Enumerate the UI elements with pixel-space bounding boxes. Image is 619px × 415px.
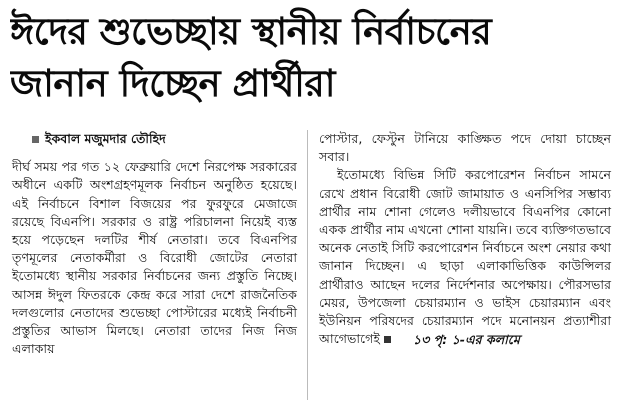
headline-line-1: ঈদের শুভেচ্ছায় স্থানীয় নির্বাচনের bbox=[10, 10, 492, 53]
article-paragraph-text: ইতোমধ্যে বিভিন্ন সিটি করপোরেশন নির্বাচন সামনে রেখে প্রধান বিরোধী জোট জামায়াত ও এনসিপির সম্ভাব্য প্রার্থীর নাম শোনা গেলেও দলীয়ভাবে বিএনপির কোনো একক প্রার্থীর নাম এখনো শোনা যায়নি। তবে ব্যক্তিগতভাবে অনেক নেতাই সিটি করপোরেশন নির্বাচনে অংশ নেয়ার কথা জানান দিচ্ছেন। এ ছাড়া এলাকাভিত্তিক কাউন্সিলর প্রার্থীরাও আছেন দলের নির্দেশনার অপেক্ষায়। পৌরসভার মেয়র, উপজেলা চেয়ারম্যান ও ভাইস চেয়ারম্যান এবং ইউনিয়ন পরিষদের চেয়ারম্যান পদে মনোনয়ন প্রত্যাশীরা আগেভাগেই bbox=[319, 167, 611, 347]
continued-jump bbox=[384, 331, 520, 349]
square-bullet-icon bbox=[32, 136, 39, 143]
square-bullet-icon bbox=[384, 336, 391, 343]
byline bbox=[32, 130, 297, 148]
byline-author: ইকবাল মজুমদার তৌহিদ bbox=[45, 131, 166, 146]
headline bbox=[10, 6, 610, 110]
article-paragraph-continued: পোস্টার, ফেস্টুন টানিয়ে কাঙ্ক্ষিত পদে দোয়া চাচ্ছেন সবার। bbox=[319, 131, 611, 165]
article-paragraph bbox=[319, 166, 611, 348]
column-divider bbox=[307, 130, 308, 400]
article-paragraph: দীর্ঘ সময় পর গত ১২ ফেব্রুয়ারি দেশে নিরপেক্ষ সরকারের অধীনে একটি অংশগ্রহণমূলক নির্বাচন অনুষ্ঠিত হয়েছে। এই নির্বাচনে বিশাল বিজয়ের পর ফুরফুরে মেজাজে রয়েছে বিএনপি। সরকার ও রাষ্ট্র পরিচালনা নিয়েই ব্যস্ত হয়ে পড়েছেন দলটির শীর্ষ নেতারা। তবে বিএনপির তৃণমূলের নেতাকর্মীরা ও বিরোধী জোটের নেতারা ইতোমধ্যে স্থানীয় সরকার নির্বাচনের জন্য প্রস্তুতি নিচ্ছে। আসন্ন ঈদুল ফিতরকে কেন্দ্র করে সারা দেশে রাজনৈতিক দলগুলোর নেতাদের শুভেচ্ছা পোস্টারের মধ্যেই নির্বাচনী প্রস্তুতির আভাস মিলছে। নেতারা তাদের নিজ নিজ এলাকায় bbox=[12, 159, 297, 357]
right-column bbox=[319, 130, 611, 349]
continued-jump-text: ১৩ পৃ: ১-এর কলামে bbox=[412, 331, 520, 347]
headline-line-2: জানান দিচ্ছেন প্রার্থীরা bbox=[10, 62, 335, 105]
left-column bbox=[12, 130, 297, 358]
